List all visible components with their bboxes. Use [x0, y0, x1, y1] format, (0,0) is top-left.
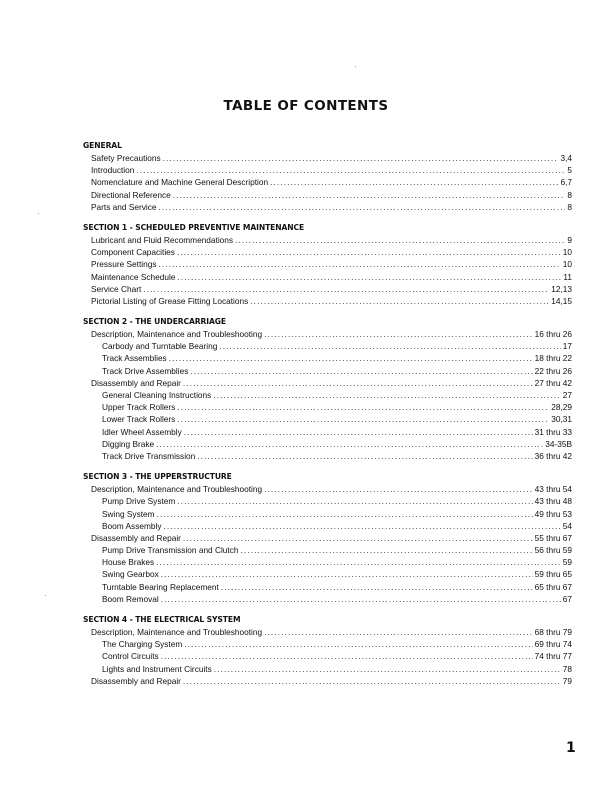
entry-pages: 6,7	[560, 177, 572, 188]
entry-pages: 8	[567, 189, 572, 200]
section-heading: SECTION 3 - THE UPPERSTRUCTURE	[83, 472, 232, 482]
toc-entry[interactable]	[83, 176, 572, 188]
toc-entry[interactable]	[83, 450, 572, 462]
entry-title: Upper Track Rollers	[102, 402, 176, 413]
dot-leader	[173, 189, 566, 201]
toc-entry[interactable]	[83, 152, 572, 164]
toc-entry[interactable]	[83, 377, 572, 389]
toc-entry[interactable]	[83, 234, 572, 246]
entry-pages: 43 thru 54	[534, 484, 572, 495]
page-title: TABLE OF CONTENTS	[223, 98, 389, 114]
scan-speck	[38, 213, 39, 214]
entry-title: The Charging System	[102, 639, 183, 650]
dot-leader	[158, 201, 565, 213]
entry-pages: 10	[562, 247, 572, 258]
dot-leader	[156, 438, 543, 450]
entry-pages: 69 thru 74	[534, 639, 572, 650]
entry-title: Component Capacities	[91, 247, 175, 258]
entry-title: Introduction	[91, 165, 135, 176]
dot-leader	[183, 532, 533, 544]
entry-title: Nomenclature and Machine General Description	[91, 177, 269, 188]
entry-pages: 59	[562, 557, 572, 568]
dot-leader	[158, 258, 560, 270]
toc-entry[interactable]	[83, 413, 572, 425]
entry-pages: 34-35B	[545, 438, 572, 449]
dot-leader	[250, 295, 549, 307]
toc-entry[interactable]	[83, 271, 572, 283]
entry-title: Disassembly and Repair	[91, 532, 181, 543]
entry-pages: 67	[562, 593, 572, 604]
entry-pages: 14,15	[551, 295, 572, 306]
entry-pages: 27	[562, 390, 572, 400]
entry-title: Carbody and Turntable Bearing	[102, 341, 218, 352]
entry-title: Track Drive Assemblies	[102, 365, 189, 376]
entry-pages: 3,4	[560, 153, 572, 163]
toc-entry[interactable]	[83, 520, 572, 532]
toc-entry[interactable]	[83, 438, 572, 450]
dot-leader	[184, 638, 532, 650]
entry-pages: 78	[562, 663, 572, 674]
dot-leader	[190, 365, 532, 377]
entry-pages: 12,13	[551, 283, 572, 294]
toc-section	[83, 316, 572, 462]
entry-title: Description, Maintenance and Troubleshooting	[91, 627, 263, 637]
entry-title: Pump Drive Transmission and Clutch	[102, 545, 239, 556]
toc-section	[83, 471, 572, 605]
dot-leader	[270, 176, 558, 188]
entry-pages: 56 thru 59	[534, 545, 572, 556]
entry-title: Maintenance Schedule	[91, 271, 176, 282]
entry-pages: 79	[562, 675, 572, 686]
entry-pages: 74 thru 77	[534, 651, 572, 662]
dot-leader	[156, 556, 561, 568]
dot-leader	[163, 152, 559, 164]
dot-leader	[136, 164, 565, 176]
toc-entry[interactable]	[83, 340, 572, 352]
entry-title: Pump Drive System	[102, 496, 176, 507]
dot-leader	[163, 520, 560, 532]
entry-title: Turntable Bearing Replacement	[102, 581, 219, 592]
dot-leader	[161, 593, 561, 605]
entry-title: Track Drive Transmission	[102, 450, 196, 461]
dot-leader	[213, 389, 560, 401]
table-of-contents	[83, 140, 572, 696]
entry-pages: 30,31	[551, 414, 572, 425]
entry-pages: 9	[567, 234, 572, 245]
entry-title: Swing System	[102, 508, 155, 519]
toc-entry[interactable]	[83, 295, 572, 307]
dot-leader	[219, 340, 560, 352]
entry-pages: 17	[562, 341, 572, 352]
toc-entry[interactable]	[83, 650, 572, 662]
entry-title: Digging Brake	[102, 438, 155, 449]
entry-title: Service Chart	[91, 283, 142, 294]
toc-entry[interactable]	[83, 626, 572, 638]
entry-title: Pictorial Listing of Grease Fitting Locations	[91, 295, 249, 306]
dot-leader	[169, 352, 533, 364]
toc-entry[interactable]	[83, 556, 572, 568]
toc-entry[interactable]	[83, 401, 572, 413]
dot-leader	[177, 246, 561, 258]
toc-entry[interactable]	[83, 426, 572, 438]
toc-section	[83, 222, 572, 307]
entry-pages: 10	[562, 259, 572, 270]
entry-title: Lights and Instrument Circuits	[102, 663, 212, 674]
toc-entry[interactable]	[83, 581, 572, 593]
entry-title: Description, Maintenance and Troubleshooting	[91, 484, 263, 495]
entry-title: Lubricant and Fluid Recommendations	[91, 234, 234, 245]
dot-leader	[161, 568, 533, 580]
toc-entry[interactable]	[83, 532, 572, 544]
section-heading: SECTION 1 - SCHEDULED PREVENTIVE MAINTENANCE	[83, 222, 305, 232]
dot-leader	[177, 271, 561, 283]
entry-pages: 5	[567, 165, 572, 176]
dot-leader	[221, 581, 533, 593]
dot-leader	[183, 377, 533, 389]
entry-pages: 68 thru 79	[534, 627, 572, 637]
page-number: 1	[566, 740, 576, 756]
dot-leader	[235, 234, 565, 246]
dot-leader	[264, 626, 533, 638]
dot-leader	[143, 283, 549, 295]
entry-title: General Cleaning Instructions	[102, 390, 212, 400]
entry-title: Control Circuits	[102, 651, 159, 662]
toc-entry[interactable]	[83, 189, 572, 201]
scan-speck	[355, 66, 356, 67]
dot-leader	[177, 495, 532, 507]
entry-pages: 28,29	[551, 402, 572, 413]
toc-entry[interactable]	[83, 675, 572, 687]
entry-pages: 22 thru 26	[534, 365, 572, 376]
entry-title: Safety Precautions	[91, 153, 161, 163]
dot-leader	[161, 650, 533, 662]
entry-pages: 49 thru 53	[534, 508, 572, 519]
toc-entry[interactable]	[83, 483, 572, 495]
entry-title: Disassembly and Repair	[91, 377, 181, 388]
entry-pages: 54	[562, 520, 572, 531]
dot-leader	[214, 663, 561, 675]
entry-pages: 31 thru 33	[534, 426, 572, 437]
toc-entry[interactable]	[83, 544, 572, 556]
dot-leader	[264, 483, 533, 495]
entry-pages: 59 thru 65	[534, 569, 572, 580]
toc-entry[interactable]	[83, 365, 572, 377]
toc-entry[interactable]	[83, 508, 572, 520]
toc-section	[83, 614, 572, 687]
toc-entry[interactable]	[83, 568, 572, 580]
entry-title: Boom Assembly	[102, 520, 162, 531]
entry-pages: 55 thru 67	[534, 532, 572, 543]
dot-leader	[157, 508, 533, 520]
entry-title: Swing Gearbox	[102, 569, 159, 580]
dot-leader	[184, 426, 533, 438]
entry-pages: 43 thru 48	[534, 496, 572, 507]
entry-title: Boom Removal	[102, 593, 159, 604]
entry-pages: 36 thru 42	[534, 450, 572, 461]
toc-entry[interactable]	[83, 663, 572, 675]
scan-speck	[45, 595, 46, 596]
toc-section	[83, 140, 572, 213]
entry-title: House Brakes	[102, 557, 155, 568]
entry-title: Idler Wheel Assembly	[102, 426, 182, 437]
section-heading: GENERAL	[83, 141, 122, 150]
entry-pages: 8	[567, 201, 572, 212]
dot-leader	[197, 450, 532, 462]
toc-entry[interactable]	[83, 258, 572, 270]
toc-entry[interactable]	[83, 593, 572, 605]
entry-pages: 18 thru 22	[534, 353, 572, 364]
entry-title: Lower Track Rollers	[102, 414, 176, 425]
entry-pages: 27 thru 42	[534, 377, 572, 388]
toc-entry[interactable]	[83, 328, 572, 340]
dot-leader	[241, 544, 533, 556]
toc-entry[interactable]	[83, 352, 572, 364]
entry-pages: 11	[563, 271, 572, 282]
section-heading: SECTION 2 - THE UNDERCARRIAGE	[83, 317, 227, 327]
toc-entry[interactable]	[83, 164, 572, 176]
dot-leader	[177, 401, 549, 413]
dot-leader	[183, 675, 561, 687]
entry-title: Directional Reference	[91, 189, 171, 200]
toc-entry[interactable]	[83, 283, 572, 295]
section-heading: SECTION 4 - THE ELECTRICAL SYSTEM	[83, 615, 241, 624]
toc-entry[interactable]	[83, 201, 572, 213]
entry-title: Parts and Service	[91, 201, 157, 212]
dot-leader	[264, 328, 533, 340]
entry-pages: 65 thru 67	[534, 581, 572, 592]
entry-title: Pressure Settings	[91, 259, 157, 270]
toc-entry[interactable]	[83, 389, 572, 401]
dot-leader	[177, 413, 549, 425]
entry-title: Disassembly and Repair	[91, 675, 181, 686]
toc-entry[interactable]	[83, 638, 572, 650]
entry-title: Track Assemblies	[102, 353, 167, 364]
toc-entry[interactable]	[83, 495, 572, 507]
entry-pages: 16 thru 26	[534, 329, 572, 340]
entry-title: Description, Maintenance and Troubleshooting	[91, 329, 263, 340]
toc-entry[interactable]	[83, 246, 572, 258]
